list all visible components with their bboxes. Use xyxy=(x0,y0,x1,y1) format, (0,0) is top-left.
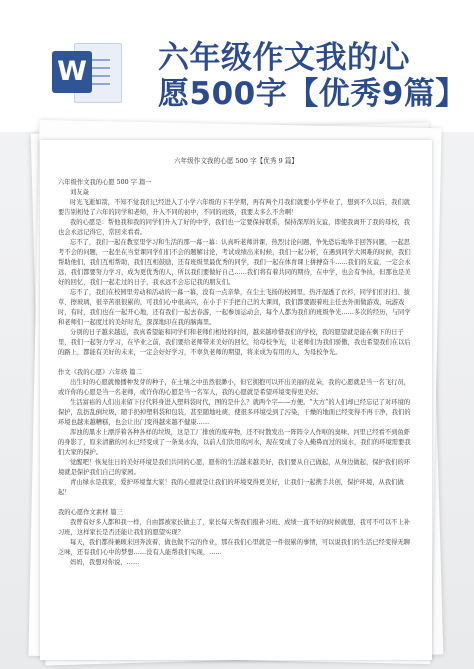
section-heading: 作文《我的心愿》六年级 篇二 xyxy=(58,369,142,376)
section-heading: 我的心愿作文素材 篇三 xyxy=(58,509,123,516)
document-page xyxy=(40,140,432,660)
paragraph: 分别的日子越来越近，我真希望能和同学们和老师们相处的时间，越来越珍惜我们的学校，我的愿望就是能在剩下的日子里，我们一起努力学习，在毕业之前，我们要给老师带来美好的回忆，给母校争光，让老师们为我们骄傲，我也希望我们在以后的路上，都能有美好的未来，一定会好好学习，不辜负老师的期望，将来成为有用的人，为母校争光。 xyxy=(58,329,411,356)
page-title-line-2: 愿500字【优秀9篇】 xyxy=(158,76,467,112)
header-banner xyxy=(0,0,474,132)
paragraph: 忘不了，我们一起在教室里学习和生活的那一幕一幕：认真听老师讲课，热烈讨论问题，争先恐后地举手回答问题，一起思考不会的问题，一起坐在当堂课同学们们不会的题解讨论，考试成绩出来时候，我们一起分析，在遇到同学大困难的时候，我们帮助他们，我们互相帮助，我们互相鼓励，还有班级里最优秀的同学，我们一起在体育课上拼搏奋斗……我们的友谊，一定会永远，我们都要努力学习，成为更优秀的人，所以我们要做好自己……我们将有着共同的期待，在中学，也会有争执，但那也是美好的回忆，我们一起走过的日子，我永远不会忘记我的朋友们。 xyxy=(58,239,411,286)
page-title-line-1: 六年级作文我的心 xyxy=(158,40,410,76)
section-heading: 六年级作文我的心愿 500 字 篇一 xyxy=(58,179,152,186)
paragraph: 出生时的心愿就像播种发芽的种子，在土壤之中虽然很渺小，但它拥抱可以开出美丽的花朵，我的心愿就是当一名飞行员，或许你的心愿是当一名老师，或许你的心愿是当一名军人，我的心愿就是希望环境变得更美好。 xyxy=(58,379,411,396)
paragraph: 每天，我们都得兼顾来回奔波着，做也做不完的作业，那在我们心里就是一件很累的事情，可以说我们的生活已经变得无聊乏味，还有我们心中的梦想……没有人能帮我们实现，…… xyxy=(58,539,411,556)
paragraph: 我曾有好多人都和我一样，自由都被家长做主了，家长每天帮我们报补习班、成绩一直不好的时候就想，我可不可以不上补习班，这样家长是否还能让我们的愿望实现？ xyxy=(58,519,411,536)
document-title: 六年级作文我的心愿 500 字【优秀 9 篇】 xyxy=(173,157,299,165)
paragraph: 我的心愿是：帮他我和我的同学们升入了好的中学，我们也一定要保持联系，保持深厚的友谊，即使我离开了我的母校，我也会永远记得它，常回来看看。 xyxy=(58,219,411,236)
document-body xyxy=(58,156,414,568)
author-line: 刘友焱 xyxy=(70,189,89,196)
paragraph: 青山绿水是我家，爱护环境靠大家！我的心愿就是让我们的环境变得更美好，让我们一起携手共创，保护环境，从我们做起！ xyxy=(58,479,404,496)
paragraph: 生活富裕的人们出来留下付代料身进入塑料袋时代，图的是什么？就两个字——方便。“大方”的人们却已经忘记了对环境的保护，乱扔乱倒垃圾，随手扔掉塑料袋和包装，甚至随地吐痰，使很多环境受到了污染，干燥的地面已经变得不再干净，我们的环境也越来越糟糕，也会让出门变得越来越不健康…… xyxy=(58,399,411,426)
word-logo-letter: W xyxy=(52,51,92,93)
word-doc-icon xyxy=(52,37,122,107)
paragraph: 忘不了，我们在校园里劳动和活动的一幕一幕，没有一点亲挚，在尘土飞扬的校园里，热汗湿透了衣衫，同学们们打扫、拔草、擦玻璃，很辛苦很很累的，可我们心中很高兴，在小手下手把自己的大课间，我们都要跟着班主任去外面做游戏，玩游戏时，有时，我们也在一起开心地，还有我们一起去春游，一起参加运动会，每个人都为我们的班级争光……多次的经历，与同学和老师们一起度过的美好时光，深深地印在我的脑海里。 xyxy=(58,289,411,326)
paragraph: 时光飞逝如箭，不知不觉我们已经进入了小学六年级的下半学期，再有两个月我们就要小学毕业了，想到不久以后，我们就要告别相处了六年的同学和老师，升入不同的初中，不同的班级，我要太多么不舍啊！ xyxy=(58,199,411,216)
paragraph: 妈妈，我想对你说，…… xyxy=(70,559,140,566)
paragraph: 觉醒吧！恢复往日的美好环境是我们共同的心愿，愿你的生活越来越美好，我们要从自己做起，从身边做起，保护我们的环境就是保护我们自己的家园。 xyxy=(58,459,411,476)
paragraph: 浑浊的黑水上漂浮着各种各样的垃圾，这是工厂排放的废弃物，还不时散发出一阵阵令人作呕的臭味，河里已经看不到鱼虾的身影了，原来清澈的河水已经变成了一条臭水沟，以前人们饮用的河水，现在变成了令人掩鼻而过的臭水，我们的环境需要我们大家的保护。 xyxy=(58,429,411,456)
